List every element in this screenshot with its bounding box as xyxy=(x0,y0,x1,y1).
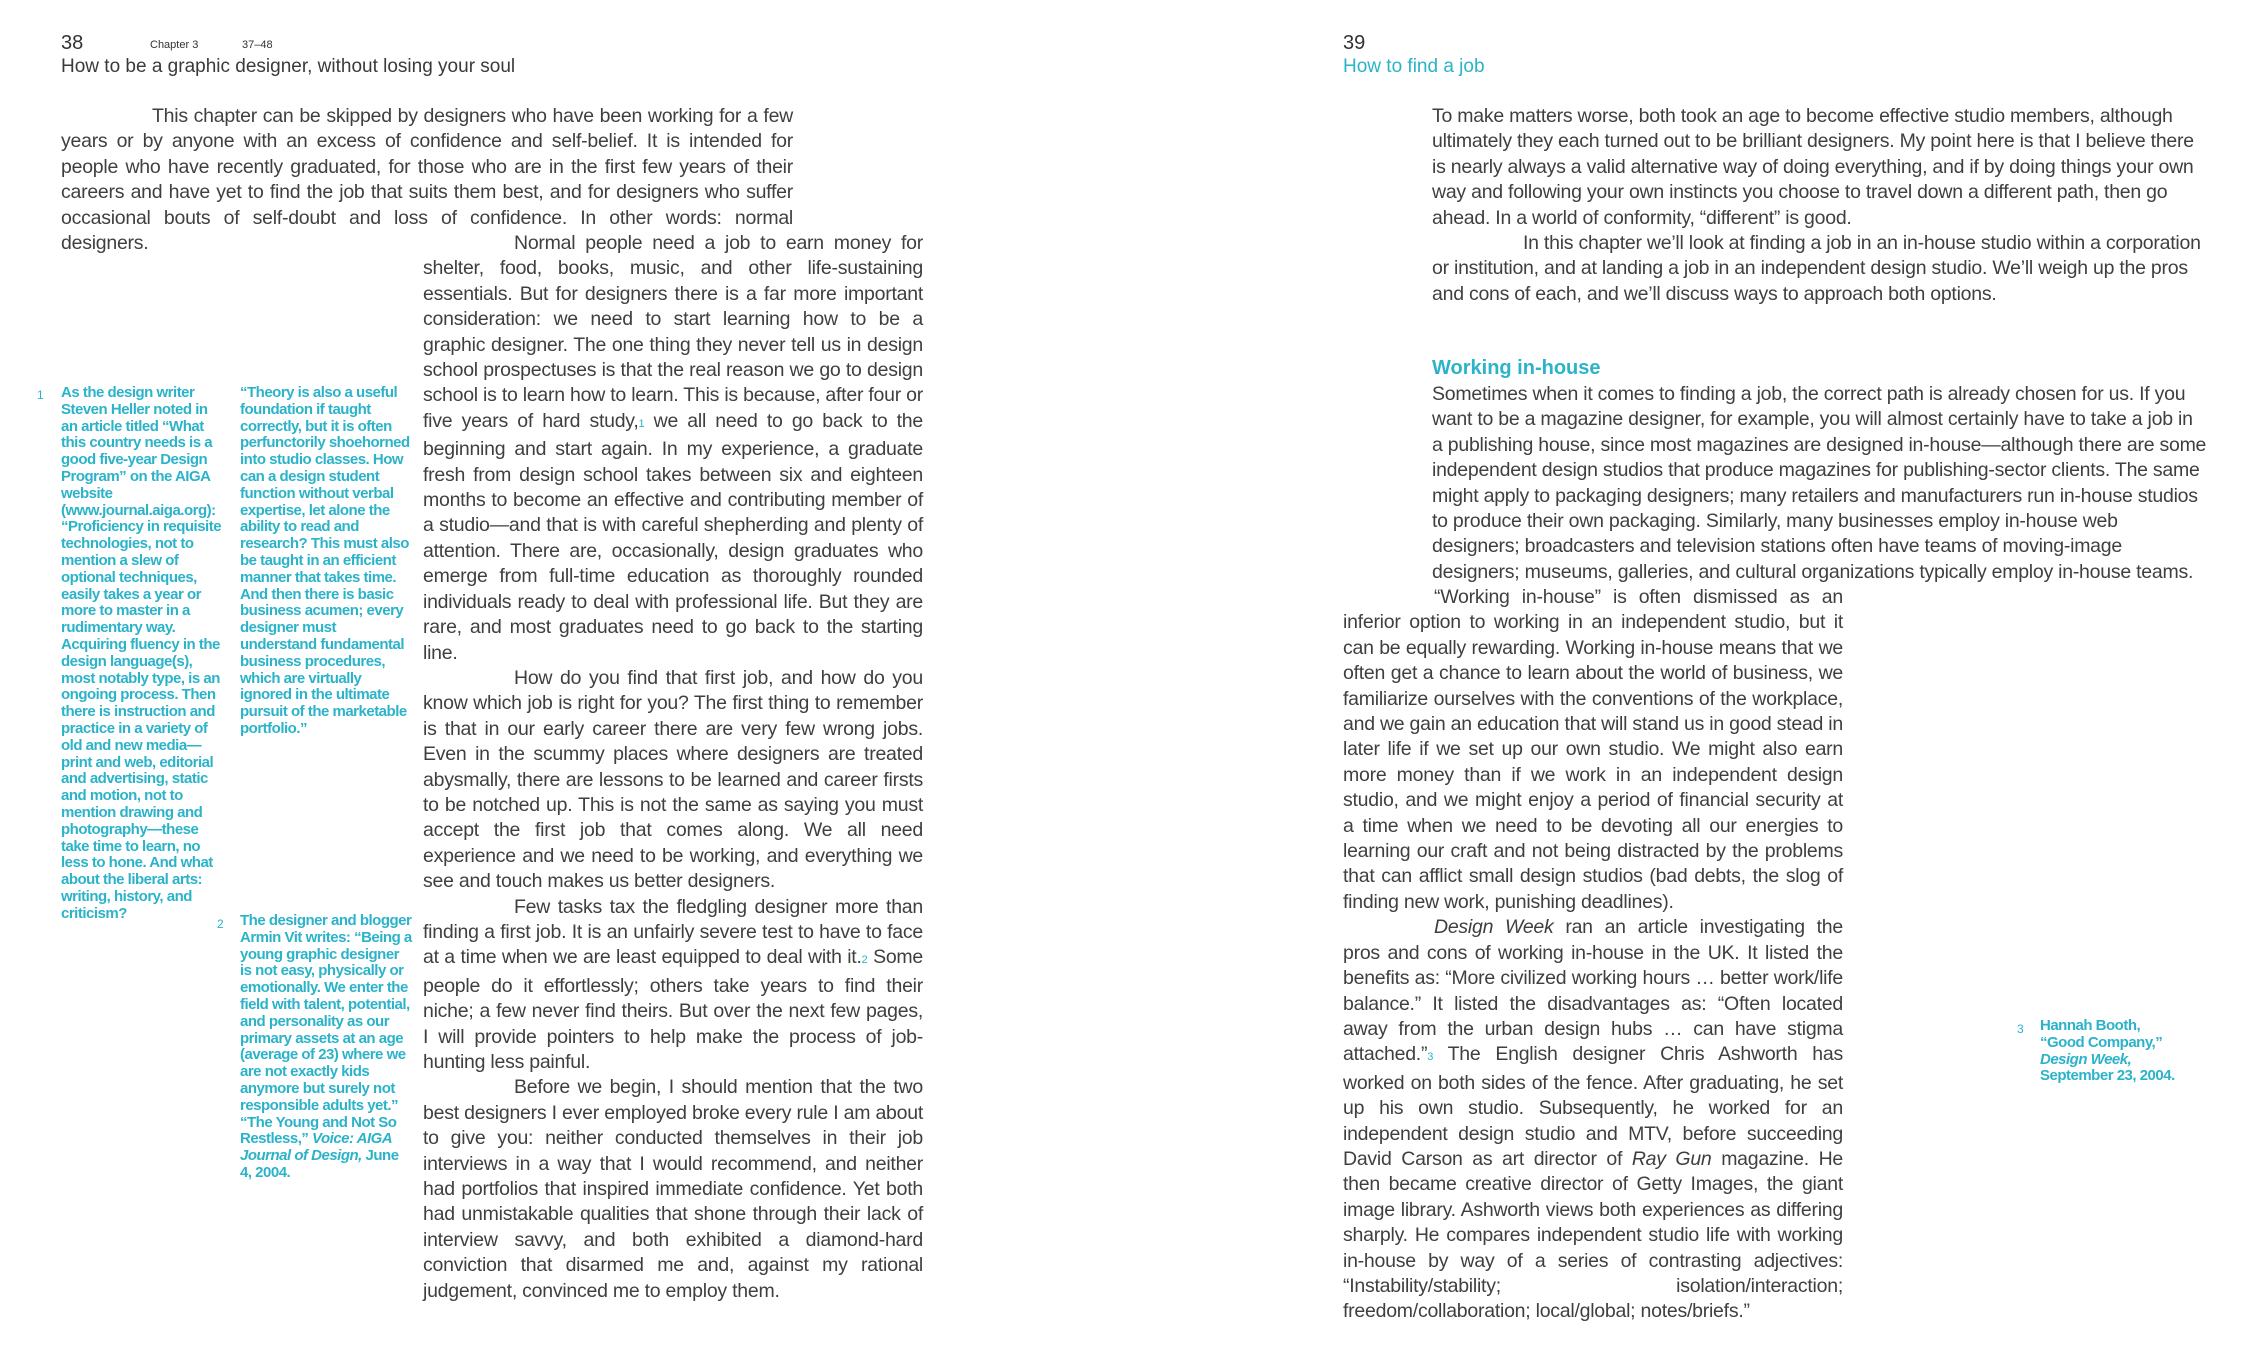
right-paragraph-5-part-a: ran an article investigating the pros and cons of working in-house in the UK. It listed the benefits as: “More civilized working hours … better work/life balance.” It listed the disadvantages as: “Often located away from the urban design hubs … can have stigma attached.” xyxy=(1343,916,1843,1066)
body-paragraph-3-part-a: Few tasks tax the fledgling designer more than finding a first job. It is an unfairly severe test to have to face at a time when we are least equipped to deal with it. xyxy=(423,895,923,969)
sidenote-3-date: September 23, 2004. xyxy=(2040,1067,2175,1085)
right-paragraph-2: In this chapter we’ll look at finding a job in an in-house studio within a corporation or institution, and at landing a job in an independent design studio. We’ll weigh up the pros and cons of each, and we’ll discuss ways to approach both options. xyxy=(1432,232,2201,305)
sidenote-1-continued-text: “Theory is also a useful foundation if taught correctly, but it is often perfunctorily shoehorned into studio classes. How can a design student function without verbal expertise, let alone the ability to read and research? This must also be taught in an efficient manner that takes time. And then there is basic business acumen; every designer must understand fundamental business procedures, which are virtually ignored in the ultimate pursuit of the marketable portfolio.” xyxy=(240,384,410,737)
right-lower-column xyxy=(1343,585,1843,1325)
body-paragraph-3 xyxy=(423,895,923,1076)
note-reference-1: 1 xyxy=(638,417,645,430)
page-number-right: 39 xyxy=(1343,32,1366,54)
right-paragraph-5-part-b: The English designer Chris Ashworth has worked on both sides of the fence. After graduating, he set up his own studio. Subsequently, he worked for an independent design studio and MTV, before succeeding David Carson as art director of xyxy=(1343,1043,1843,1170)
sidenote-3 xyxy=(2040,1018,2210,1085)
right-paragraph-1: To make matters worse, both took an age to become effective studio members, although ultimately they each turned out to be brilliant designers. My point here is that I believe there is nearly always a valid alternative way of doing everything, and if by doing things your own way and following your own instincts you choose to travel down a different path, then go ahead. In a world of conformity, “different” is good. xyxy=(1432,105,2194,229)
body-paragraph-2: How do you find that first job, and how do you know which job is right for you? The first thing to remember is that in our early career there are very few wrong jobs. Even in the scummy places where designers are treated abysmally, there are lessons to be learned and career firsts to be notched up. This is not the same as saying you must accept the first job that comes along. We all need experience and we need to be working, and everything we see and touch makes us better designers. xyxy=(423,666,923,893)
sidenote-3-title: “Good Company,” xyxy=(2040,1033,2163,1051)
sidenote-1-continued xyxy=(240,385,410,738)
sidenote-3-text xyxy=(2040,1018,2210,1085)
sidenote-2-body: The designer and blogger Armin Vit writes: “Being a young graphic designer is not easy, physically or emotionally. We enter the field with talent, potential, and personality as our primary assets at an age (average of 23) where we are not exactly kids anymore but surely not responsible adults yet.” “The Young and Not So Restless,” xyxy=(240,912,412,1148)
sidenote-3-publication: Design Week, xyxy=(2040,1050,2132,1068)
body-paragraph-3-part-b: Some people do it effortlessly; others take years to find their niche; a few never find theirs. But over the next few pages, I will provide pointers to help make the process of job-hunting less painful. xyxy=(423,946,924,1073)
sidenote-3-author: Hannah Booth, xyxy=(2040,1017,2141,1034)
body-paragraph-1 xyxy=(423,231,923,666)
body-paragraph-1-part-b: we all need to go back to the beginning and start again. In my experience, a graduate fresh from design school takes between six and eighteen months to become an effective and contributing member of a studio—and that is with careful shepherding and plenty of attention. There are, occasionally, design graduates who emerge from full-time education as thoroughly rounded individuals ready to deal with professional life. But they are rare, and most graduates need to go back to the starting line. xyxy=(423,409,923,664)
right-paragraph-5 xyxy=(1343,915,1843,1325)
chapter-title-left: How to be a graphic designer, without losing your soul xyxy=(61,56,516,77)
right-paragraph-3: Sometimes when it comes to finding a job, the correct path is already chosen for us. If you want to be a magazine designer, for example, you will almost certainly have to take a job in a publishing house, since most magazines are designed in-house—although there are some independent design studios that produce magazines for publishing-sector clients. The same might apply to packaging designers; many retailers and manufacturers run in-house studios to produce their own packaging. Similarly, many businesses employ in-house web designers; broadcasters and television stations often have teams of moving-image designers; museums, galleries, and cultural organizations typically employ in-house teams. xyxy=(1432,383,2207,583)
publication-design-week: Design Week xyxy=(1434,916,1554,939)
section-heading-working-in-house: Working in-house xyxy=(1432,357,1601,379)
note-number-2: 2 xyxy=(217,917,224,931)
sidenote-2 xyxy=(240,913,412,1182)
right-top-column xyxy=(1432,104,2207,307)
chapter-title-right: How to find a job xyxy=(1343,56,1485,77)
right-paragraph-4: “Working in-house” is often dismissed as an inferior option to working in an independent studio, but it can be equally rewarding. Working in-house means that we often get a chance to learn about the world of business, we familiarize ourselves with the conventions of the workplace, and we gain an education that will stand us in good stead in later life if we set up our own studio. We might also earn more money than if we work in an independent design studio, and we might enjoy a period of financial security at a time when we need to be devoting all our energies to learning our craft and not being distracted by the problems that can afflict small design studios (bad debts, the slog of finding new work, punishing deadlines). xyxy=(1343,586,1843,913)
publication-ray-gun: Ray Gun xyxy=(1631,1147,1712,1170)
chapter-label: Chapter 3 xyxy=(150,39,199,51)
body-paragraph-4: Before we begin, I should mention that the two best designers I ever employed broke every rule I am about to give you: neither conducted themselves in their job interviews in a way that I would recommend, and neither had portfolios that inspired immediate confidence. Yet both had unmistakable qualities that shone through their lack of interview savvy, and both exhibited a diamond-hard conviction that disarmed me and, against my rational judgement, convinced me to employ them. xyxy=(423,1076,923,1302)
body-paragraph-1-part-a: Normal people need a job to earn money for shelter, food, books, music, and other life-sustaining essentials. But for designers there is a far more important consideration: we need to start learning how to be a graphic designer. The one thing they never tell us in design school prospectuses is that the real reason we go to design school is to learn how to learn. This is because, after four or five years of hard study, xyxy=(423,232,923,432)
note-reference-2: 2 xyxy=(861,954,868,967)
page-number-left: 38 xyxy=(61,32,84,54)
page-range: 37–48 xyxy=(242,39,273,51)
sidenote-1 xyxy=(61,385,224,923)
main-column-left xyxy=(423,231,923,1304)
note-number-1: 1 xyxy=(37,388,44,402)
right-paragraph-5-part-c: magazine. He then became creative director of Getty Images, the giant image library. Ashworth views both experiences as differing sharply. He compares independent studio life with working in-house by way of a series of contrasting adjectives: “Instability/stability; isolation/interaction; freedom/collaboration; local/global; notes/briefs.” xyxy=(1343,1147,1844,1323)
note-number-3: 3 xyxy=(2017,1022,2024,1036)
sidenote-2-publication: Voice: AIGA Journal of Design, xyxy=(240,1130,392,1165)
sidenote-2-date: June 4, 2004. xyxy=(240,1147,399,1181)
sidenote-1-text: As the design writer Steven Heller noted in an article titled “What this country needs is a good five-year Design Program” on the AIGA website (www.journal.aiga.org): “Proficiency in requisite technologies, not to mention a slew of optional techniques, easily takes a year or more to master in a rudimentary way. Acquiring fluency in the design language(s), most notably type, is an ongoing process. Then there is instruction and practice in a variety of old and new media—print and web, editorial and advertising, static and motion, not to mention drawing and photography—these take time to learn, no less to hone. And what about the liberal arts: writing, history, and criticism? xyxy=(61,384,222,922)
right-section-column xyxy=(1432,382,2207,585)
intro-text: This chapter can be skipped by designers who have been working for a few years or by anyone with an excess of confidence and self-belief. It is intended for people who have recently graduated, for those who are in the first few years of their careers and have yet to find the job that suits them best, and for designers who suffer occasional bouts of self-doubt and loss of confidence. In other words: normal designers. xyxy=(61,105,793,255)
sidenote-2-text xyxy=(240,913,412,1182)
note-reference-3: 3 xyxy=(1427,1051,1434,1064)
